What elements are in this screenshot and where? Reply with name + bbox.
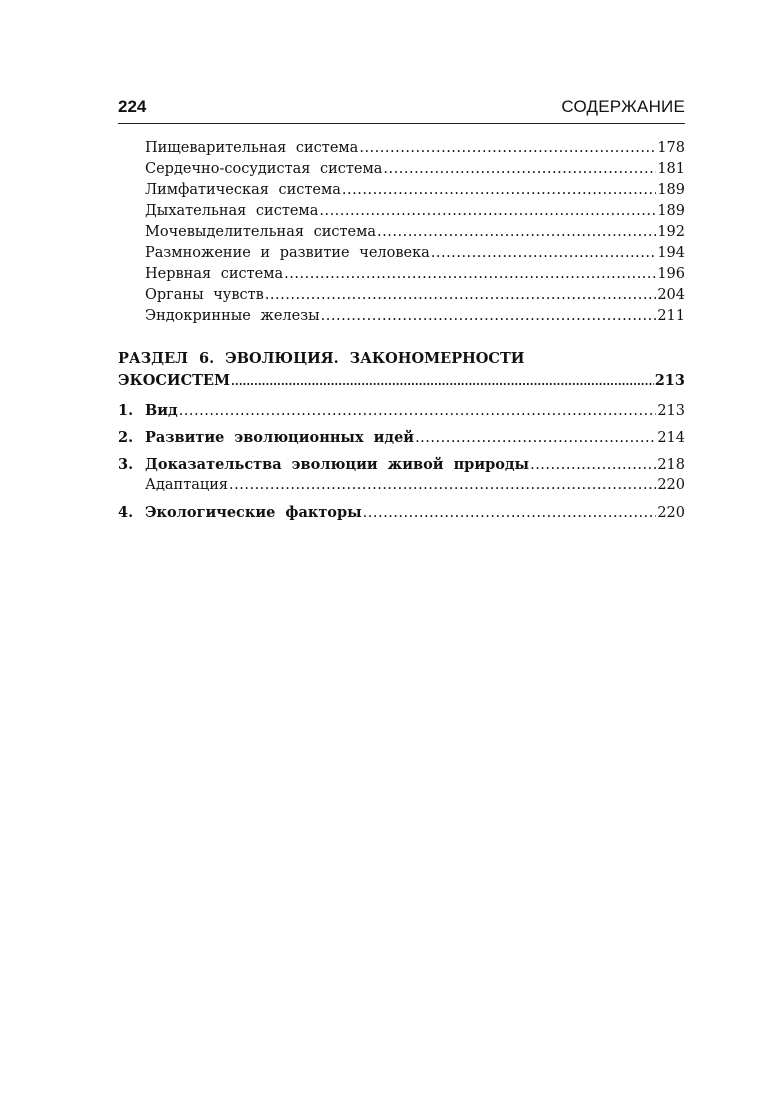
- section-title-line1: РАЗДЕЛ 6. ЭВОЛЮЦИЯ. ЗАКОНОМЕРНОСТИ: [118, 350, 525, 367]
- dot-leader: [229, 475, 656, 496]
- dot-leader: [359, 138, 656, 159]
- dot-leader: [363, 503, 657, 524]
- toc-entry[interactable]: [118, 138, 685, 159]
- toc-entry-title: Адаптация: [145, 477, 229, 493]
- toc-entry-title: Сердечно-сосудистая система: [145, 161, 383, 177]
- toc-entry-page: 189: [657, 203, 685, 219]
- chapter-title: Экологические факторы: [145, 504, 362, 521]
- chapter-number: 4.: [118, 504, 134, 521]
- toc-entry-page: 204: [657, 287, 685, 303]
- toc-chapter-list: [118, 400, 685, 523]
- toc-entry-title: Нервная система: [145, 266, 284, 282]
- toc-entry-title: Мочевыделительная система: [145, 224, 377, 240]
- page-number: 224: [118, 97, 147, 116]
- toc-entry-title: Органы чувств: [145, 287, 264, 303]
- chapter-page: 218: [657, 457, 685, 473]
- dot-leader: [342, 180, 656, 201]
- toc-entry[interactable]: [118, 159, 685, 180]
- toc-chapter-entry[interactable]: [118, 502, 685, 523]
- dot-leader: [383, 159, 656, 180]
- toc-entry-page: 196: [657, 266, 685, 282]
- dot-leader: [265, 285, 657, 306]
- toc-entry[interactable]: [118, 180, 685, 201]
- toc-entry-title: Пищеварительная система: [145, 140, 359, 156]
- toc-entry[interactable]: [118, 285, 685, 306]
- toc-entry[interactable]: [118, 306, 685, 327]
- toc-entry-page: 220: [657, 477, 685, 493]
- dot-leader: [377, 222, 656, 243]
- chapter-title: Доказательства эволюции живой природы: [145, 456, 530, 473]
- toc-entry-page: 194: [657, 245, 685, 261]
- page-header: [118, 95, 685, 124]
- toc-entry-title: Размножение и развитие человека: [145, 245, 430, 261]
- running-title: СОДЕРЖАНИЕ: [561, 97, 685, 116]
- toc-entry-page: 189: [657, 182, 685, 198]
- toc-entry-page: 211: [657, 308, 685, 324]
- dot-leader: [321, 306, 657, 327]
- toc-entry-title: Эндокринные железы: [145, 308, 320, 324]
- chapter-page: 220: [657, 505, 685, 521]
- toc-section-heading[interactable]: [118, 348, 685, 391]
- chapter-title: Развитие эволюционных идей: [145, 429, 415, 446]
- section-page: 213: [654, 372, 685, 389]
- chapter-page: 214: [657, 430, 685, 446]
- toc-entry-title: Дыхательная система: [145, 203, 319, 219]
- toc-entry[interactable]: [118, 243, 685, 264]
- toc-entry-page: 192: [657, 224, 685, 240]
- section-title-line2-row: [118, 370, 685, 391]
- dot-leader: [179, 401, 657, 422]
- dot-leader: [284, 264, 656, 285]
- chapter-number: 2.: [118, 429, 134, 446]
- section-title-line2: ЭКОСИСТЕМ: [118, 372, 231, 389]
- dot-leader: [530, 455, 656, 476]
- toc-entry-page: 181: [657, 161, 685, 177]
- toc-subsection-list: [118, 138, 685, 327]
- toc-chapter-entry[interactable]: [118, 454, 685, 475]
- toc-entry[interactable]: [118, 222, 685, 243]
- toc-entry[interactable]: [118, 264, 685, 285]
- toc-entry-title: Лимфатическая система: [145, 182, 341, 198]
- toc-entry[interactable]: [118, 475, 685, 496]
- toc-chapter-entry[interactable]: [118, 400, 685, 421]
- toc-entry-page: 178: [657, 140, 685, 156]
- dot-leader: [415, 428, 656, 449]
- toc-entry[interactable]: [118, 201, 685, 222]
- dot-leader: [431, 243, 657, 264]
- dot-leader: [231, 371, 654, 392]
- chapter-title: Вид: [145, 402, 178, 419]
- dot-leader: [319, 201, 656, 222]
- chapter-number: 1.: [118, 402, 134, 419]
- toc-chapter-entry[interactable]: [118, 427, 685, 448]
- chapter-page: 213: [657, 403, 685, 419]
- chapter-number: 3.: [118, 456, 134, 473]
